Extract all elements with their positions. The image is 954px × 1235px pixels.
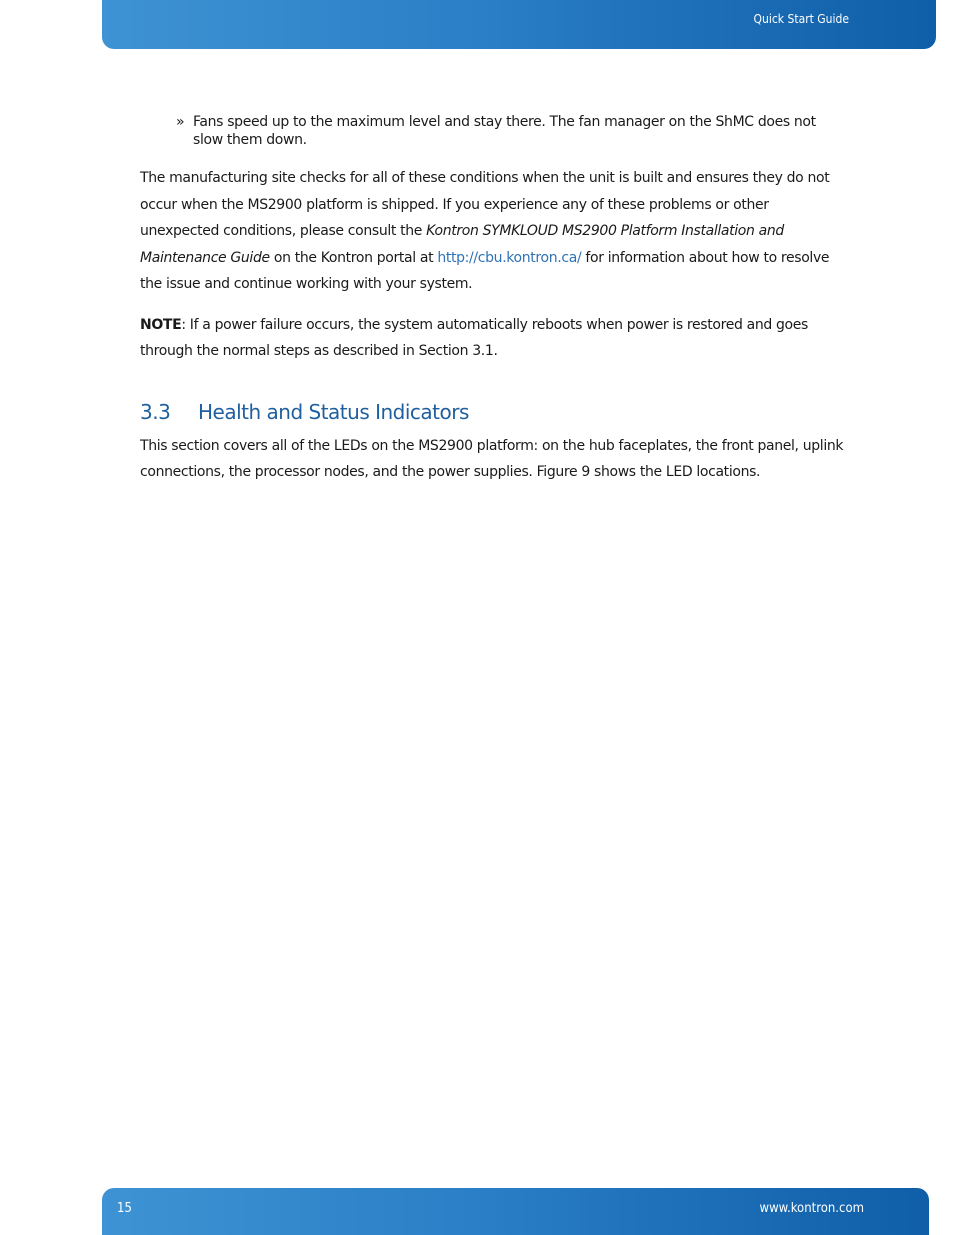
section-heading <box>140 399 846 425</box>
page-footer <box>102 1188 929 1235</box>
section-title: Health and Status Indicators <box>198 399 469 424</box>
paragraph-text-2: on the Kontron portal at <box>269 249 438 266</box>
section-body: This section covers all of the LEDs on the MS2900 platform: on the hub faceplates, the front panel, uplink connections, the processor nodes, and the power supplies. Figure 9 shows the LED locations. <box>140 437 844 480</box>
header-title: Quick Start Guide <box>753 12 849 26</box>
paragraph-manufacturing <box>140 165 846 298</box>
page-header <box>102 0 936 49</box>
guide-reference: Kontron SYMKLOUD MS2900 Platform Installation and Maintenance Guide <box>140 223 784 266</box>
note-paragraph <box>140 312 846 365</box>
paragraph-text-3: for information about how to resolve the issue and continue working with your system. <box>140 249 830 292</box>
bullet-item <box>140 113 846 149</box>
footer-website[interactable]: www.kontron.com <box>759 1201 864 1216</box>
bullet-text: Fans speed up to the maximum level and stay there. The fan manager on the ShMC does not slow them down. <box>193 114 816 148</box>
section-number: 3.3 <box>140 399 171 424</box>
paragraph-text-1: The manufacturing site checks for all of these conditions when the unit is built and ensures they do not occur when the MS2900 platform is shipped. If you experience any of these problems or other unexpected conditions, please consult the <box>140 170 830 239</box>
bullet-mark: » <box>176 114 185 130</box>
note-label: NOTE <box>140 316 182 333</box>
portal-link[interactable]: http://cbu.kontron.ca/ <box>437 249 582 266</box>
page-content <box>140 113 846 500</box>
page-number: 15 <box>117 1201 132 1216</box>
note-text: : If a power failure occurs, the system automatically reboots when power is restored and goes through the normal steps as described in Section 3.1. <box>140 316 808 359</box>
